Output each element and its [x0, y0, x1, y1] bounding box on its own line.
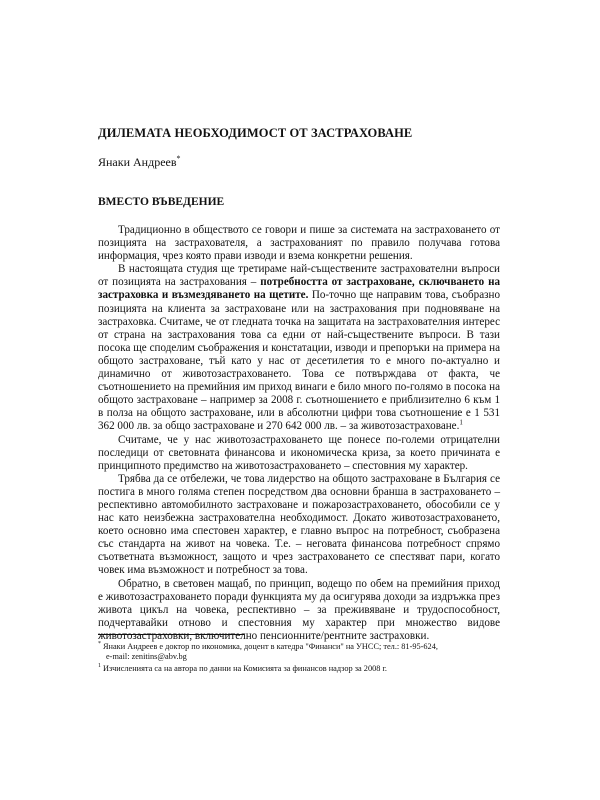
paragraph-5: Обратно, в световен мащаб, по принцип, водещо по обем на премийния приход е животозастраховането поради функцията му да осигурява доходи за издръжка през живота цикъл на човека, респективно – за преживяване и трудоспособност, подчертавайки отново и спестовния му характер при множество видове животозастраховки, включително пенсионните/рентните застраховки.	[98, 577, 500, 642]
footnote-1-marker: 1	[98, 663, 101, 670]
paragraph-2-intro: В настоящата студия ще третираме най-съществените застрахователни въпроси от позицията на застрахования –	[98, 263, 500, 289]
paragraph-2-rest: По-точно ще направим това, съобразно позицията на клиента за застраховане или на застрахования при подновяване на застраховка. Считаме, че от гледната точка на защитата на застрахователния интерес от страна на застрахования това са едни от най-съществените въпроси. В тази посока ще споделим съображения и констатации, изводи и препоръки на примера на общото застраховане, тъй като у нас от десетилетия то е много по-актуално и динамично от животозастраховането. Това се потвърждава от факта, че съотношението на премийния им приход винаги е било много по-голямо в посока на общото застраховане – например за 2008 г. съотношението е приблизително 6 към 1 в полза на общото застраховане, или в абсолютни цифри това съотношение е 1 531 362 000 лв. за общо застраховане и 270 642 000 лв. – за животозастраховане.	[98, 289, 500, 433]
paragraph-3: Считаме, че у нас животозастраховането ще понесе по-големи отрицателни последици от световната финансова и икономическа криза, за което причината е принципното предимство на животозастраховането – спестовния му характер.	[98, 433, 500, 472]
author-line	[98, 155, 181, 170]
paragraph-2-emphasis: потребността от застраховане, сключването на застраховка и възмездяването на щетите.	[98, 276, 501, 302]
section-heading: ВМЕСТО ВЪВЕДЕНИЕ	[98, 196, 225, 208]
footnote-1	[98, 664, 500, 674]
footnote-ref-1[interactable]: 1	[459, 418, 463, 427]
author-footnote-marker[interactable]: *	[176, 154, 181, 163]
footnote-1-text: Изчисленията са на автора по данни на Комисията за финансов надзор за 2008 г.	[103, 663, 388, 673]
footnote-author-marker: *	[98, 641, 101, 648]
paragraph-4: Трябва да се отбележи, че това лидерство на общото застраховане в България се постига в много голяма степен посредством два основни бранша в застраховането – респективно автомобилното застраховане и пожарозастраховането, обособили се у нас като неизбежна застрахователна необходимост. Докато животозастраховането, което основно има спестовен характер, е главно въпрос на потребност, съобразена със стандарта на живот на човека. Т.е. – неговата финансова потребност спрямо съответната възможност, защото и чрез застраховането се спестяват пари, когато човек има възможност и потребност за това.	[98, 472, 500, 577]
footnote-divider	[98, 634, 244, 635]
paragraph-2	[98, 263, 500, 433]
footnotes	[98, 642, 500, 674]
footnote-author	[98, 642, 500, 652]
footnote-author-text: Янаки Андреев е доктор по икономика, доцент в катедра "Финанси" на УНСС; тел.: 81-95-624,	[103, 642, 438, 651]
body-text	[98, 224, 500, 643]
author-name: Янаки Андреев	[98, 155, 177, 169]
footnote-email[interactable]: e-mail: zenitins@abv.bg	[106, 652, 187, 662]
document-title: ДИЛЕМАТА НЕОБХОДИМОСТ ОТ ЗАСТРАХОВАНЕ	[98, 126, 413, 140]
paragraph-1: Традиционно в обществото се говори и пише за системата на застраховането от позицията на застрахователя, а застрахованият по правило получава готова информация, чрез която прави изводи и взема конкретни решения.	[98, 224, 500, 263]
